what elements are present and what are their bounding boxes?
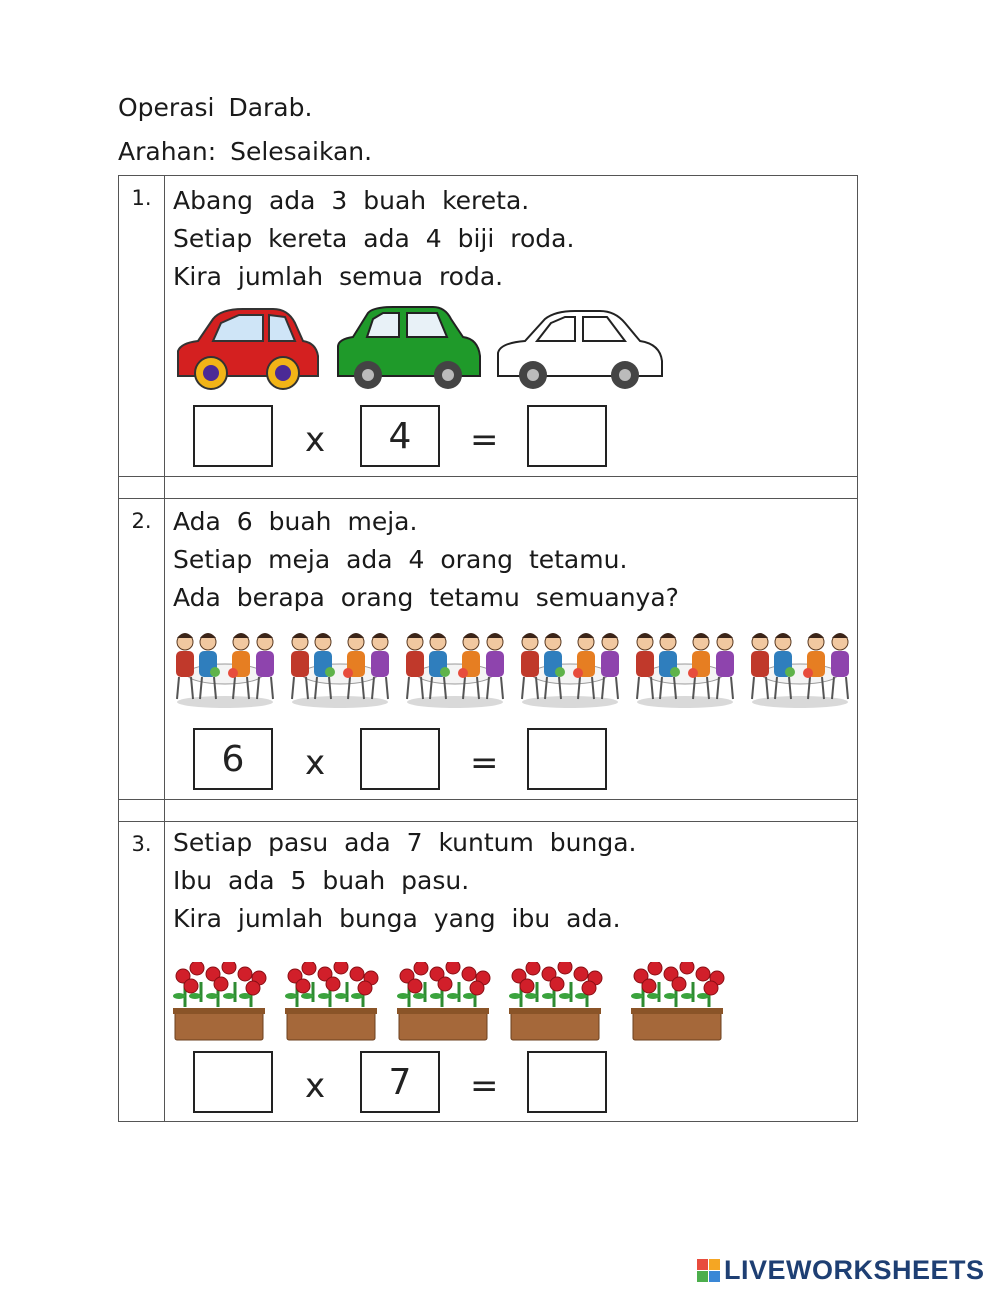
equals-sign: = [470,1066,499,1106]
equals-sign: = [470,420,499,460]
answer-box-product[interactable] [527,405,607,467]
question-2-line-3: Ada berapa orang tetamu semuanya? [173,583,679,612]
given-multiplier: 4 [360,405,440,467]
separator-row [119,800,858,822]
logo-blocks-icon [697,1259,720,1282]
question-3-line-3: Kira jumlah bunga yang ibu ada. [173,904,621,933]
question-1-line-3: Kira jumlah semua roda. [173,262,504,291]
car-icon [498,311,662,389]
answer-box-multiplier[interactable] [360,728,440,790]
question-number-2: 2. [119,499,165,800]
question-row-1 [119,176,858,477]
given-multiplicand: 6 [193,728,273,790]
question-1-line-2: Setiap kereta ada 4 biji roda. [173,224,575,253]
car-icon [178,309,318,389]
question-content-3 [165,822,858,1122]
dining-table-icon [636,633,734,708]
question-content-1 [165,176,858,477]
answer-box-multiplicand[interactable] [193,1051,273,1113]
question-row-3 [119,822,858,1122]
multiply-sign: x [305,420,326,460]
flower-pot-icon [631,962,724,1040]
answer-box-product[interactable] [527,728,607,790]
dining-table-icon [406,633,504,708]
answer-box-multiplicand[interactable] [193,405,273,467]
car-icon [338,307,480,389]
question-3-line-2: Ibu ada 5 buah pasu. [173,866,470,895]
given-multiplier: 7 [360,1051,440,1113]
multiply-sign: x [305,743,326,783]
flower-pot-icon [285,962,378,1040]
question-table [118,175,858,1122]
dining-table-icon [176,633,274,708]
flower-pot-icon [509,962,602,1040]
question-row-2 [119,499,858,800]
dining-table-icon [751,633,849,708]
dining-table-illustrations [173,624,863,713]
separator-row [119,477,858,499]
equals-sign: = [470,743,499,783]
question-2-line-1: Ada 6 buah meja. [173,507,418,536]
logo-text: LIVEWORKSHEETS [724,1255,985,1285]
question-content-2 [165,499,858,800]
question-number-3: 3. [119,822,165,1122]
flower-pot-icon [397,962,490,1040]
question-number-1: 1. [119,176,165,477]
worksheet-instruction: Arahan: Selesaikan. [118,137,373,166]
multiply-sign: x [305,1066,326,1106]
question-2-line-2: Setiap meja ada 4 orang tetamu. [173,545,628,574]
flower-pot-icon [173,962,266,1040]
question-1-line-1: Abang ada 3 buah kereta. [173,186,530,215]
dining-table-icon [291,633,389,708]
dining-table-icon [521,633,619,708]
flower-pot-illustrations [173,962,733,1051]
question-3-line-1: Setiap pasu ada 7 kuntum bunga. [173,828,637,857]
car-illustrations [173,301,673,400]
answer-box-product[interactable] [527,1051,607,1113]
liveworksheets-logo [697,1255,985,1286]
worksheet-title: Operasi Darab. [118,93,313,122]
